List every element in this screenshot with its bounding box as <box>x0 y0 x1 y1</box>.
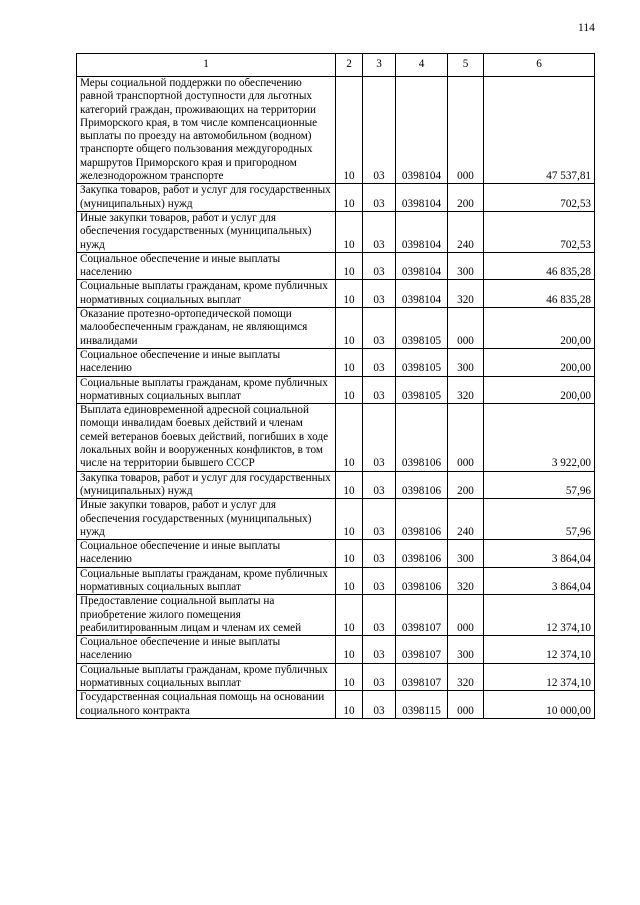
row-section-code: 10 <box>336 348 363 376</box>
row-amount: 10 000,00 <box>484 691 595 719</box>
table-row <box>77 636 595 664</box>
row-target-article-code: 0398105 <box>396 376 448 404</box>
row-section-code: 10 <box>336 691 363 719</box>
row-expense-type-code: 320 <box>448 567 484 595</box>
row-subsection-code: 03 <box>363 252 396 280</box>
row-section-code: 10 <box>336 184 363 212</box>
row-section-code: 10 <box>336 404 363 471</box>
row-description-text: Социальное обеспечение и иные выплаты населению <box>80 636 281 662</box>
row-amount: 3 922,00 <box>484 404 595 471</box>
row-expense-type-code: 320 <box>448 280 484 308</box>
row-expense-type-code: 200 <box>448 184 484 212</box>
table-row <box>77 540 595 568</box>
header-col-1: 1 <box>77 54 336 77</box>
row-amount: 200,00 <box>484 308 595 349</box>
row-amount: 702,53 <box>484 184 595 212</box>
row-expense-type-code: 300 <box>448 252 484 280</box>
row-description <box>77 540 336 568</box>
row-amount: 200,00 <box>484 376 595 404</box>
row-expense-type-code: 000 <box>448 595 484 636</box>
row-expense-type-code: 240 <box>448 211 484 252</box>
row-description <box>77 211 336 252</box>
row-description <box>77 280 336 308</box>
row-description <box>77 567 336 595</box>
row-expense-type-code: 200 <box>448 471 484 499</box>
row-description <box>77 376 336 404</box>
row-amount: 46 835,28 <box>484 252 595 280</box>
row-section-code: 10 <box>336 252 363 280</box>
row-section-code: 10 <box>336 595 363 636</box>
row-expense-type-code: 300 <box>448 348 484 376</box>
row-subsection-code: 03 <box>363 211 396 252</box>
row-description <box>77 404 336 471</box>
row-subsection-code: 03 <box>363 404 396 471</box>
row-section-code: 10 <box>336 663 363 691</box>
row-amount: 46 835,28 <box>484 280 595 308</box>
table-body <box>77 77 595 719</box>
row-amount: 12 374,10 <box>484 663 595 691</box>
table-row <box>77 184 595 212</box>
table-row <box>77 77 595 184</box>
table-row <box>77 211 595 252</box>
table-row <box>77 252 595 280</box>
row-amount: 3 864,04 <box>484 540 595 568</box>
row-target-article-code: 0398107 <box>396 636 448 664</box>
header-col-5: 5 <box>448 54 484 77</box>
row-description-text: Социальные выплаты гражданам, кроме публичных нормативных социальных выплат <box>80 567 328 593</box>
row-subsection-code: 03 <box>363 376 396 404</box>
header-col-3: 3 <box>363 54 396 77</box>
row-subsection-code: 03 <box>363 691 396 719</box>
row-target-article-code: 0398105 <box>396 348 448 376</box>
table-row <box>77 567 595 595</box>
row-subsection-code: 03 <box>363 636 396 664</box>
row-section-code: 10 <box>336 376 363 404</box>
row-amount: 200,00 <box>484 348 595 376</box>
row-description <box>77 348 336 376</box>
row-subsection-code: 03 <box>363 348 396 376</box>
row-expense-type-code: 240 <box>448 499 484 540</box>
header-col-4: 4 <box>396 54 448 77</box>
row-description-text: Социальное обеспечение и иные выплаты населению <box>80 348 281 375</box>
row-section-code: 10 <box>336 211 363 252</box>
row-description-text: Закупка товаров, работ и услуг для государственных (муниципальных) нужд <box>80 471 331 497</box>
row-description-text: Социальные выплаты гражданам, кроме публичных нормативных социальных выплат <box>80 663 328 690</box>
row-amount: 3 864,04 <box>484 567 595 595</box>
row-description-text: Выплата единовременной адресной социальной помощи инвалидам боевых действий и членам семей ветеранов боевых действий, погибших в ходе локальных войн и вооруженных конфликтов, в том числе на территории бывшего СССР <box>80 404 329 470</box>
row-section-code: 10 <box>336 308 363 349</box>
row-description <box>77 471 336 499</box>
row-amount: 57,96 <box>484 471 595 499</box>
row-description <box>77 499 336 540</box>
row-subsection-code: 03 <box>363 77 396 184</box>
row-subsection-code: 03 <box>363 540 396 568</box>
header-col-2: 2 <box>336 54 363 77</box>
row-description-text: Социальное обеспечение и иные выплаты населению <box>80 252 281 279</box>
table-row <box>77 471 595 499</box>
row-subsection-code: 03 <box>363 663 396 691</box>
row-target-article-code: 0398106 <box>396 404 448 471</box>
row-description <box>77 77 336 184</box>
row-description-text: Иные закупки товаров, работ и услуг для обеспечения государственных (муниципальных) нужд <box>80 211 312 251</box>
row-description-text: Оказание протезно-ортопедической помощи малообеспеченным гражданам, не являющимся инвалидами <box>80 308 308 347</box>
row-target-article-code: 0398104 <box>396 77 448 184</box>
row-subsection-code: 03 <box>363 567 396 595</box>
row-target-article-code: 0398106 <box>396 499 448 540</box>
row-description <box>77 252 336 280</box>
row-expense-type-code: 320 <box>448 376 484 404</box>
row-expense-type-code: 300 <box>448 636 484 664</box>
table-row <box>77 308 595 349</box>
row-description-text: Социальные выплаты гражданам, кроме публичных нормативных социальных выплат <box>80 280 328 306</box>
row-amount: 702,53 <box>484 211 595 252</box>
row-section-code: 10 <box>336 280 363 308</box>
row-section-code: 10 <box>336 471 363 499</box>
table-row <box>77 691 595 719</box>
row-section-code: 10 <box>336 77 363 184</box>
header-col-6: 6 <box>484 54 595 77</box>
row-expense-type-code: 000 <box>448 77 484 184</box>
table-row <box>77 404 595 471</box>
row-subsection-code: 03 <box>363 308 396 349</box>
row-subsection-code: 03 <box>363 499 396 540</box>
row-section-code: 10 <box>336 636 363 664</box>
row-amount: 12 374,10 <box>484 636 595 664</box>
page-number: 114 <box>578 22 595 34</box>
row-target-article-code: 0398115 <box>396 691 448 719</box>
row-section-code: 10 <box>336 567 363 595</box>
table-row <box>77 595 595 636</box>
row-subsection-code: 03 <box>363 595 396 636</box>
row-expense-type-code: 000 <box>448 308 484 349</box>
row-amount: 47 537,81 <box>484 77 595 184</box>
row-expense-type-code: 000 <box>448 691 484 719</box>
table-row <box>77 663 595 691</box>
row-description-text: Социальные выплаты гражданам, кроме публичных нормативных социальных выплат <box>80 376 328 402</box>
row-expense-type-code: 320 <box>448 663 484 691</box>
row-description <box>77 636 336 664</box>
row-target-article-code: 0398106 <box>396 567 448 595</box>
row-subsection-code: 03 <box>363 184 396 212</box>
row-description-text: Социальное обеспечение и иные выплаты населению <box>80 540 281 566</box>
row-amount: 57,96 <box>484 499 595 540</box>
row-description-text: Иные закупки товаров, работ и услуг для обеспечения государственных (муниципальных) нужд <box>80 499 312 538</box>
row-description-text: Государственная социальная помощь на основании социального контракта <box>80 691 325 717</box>
row-description-text: Предоставление социальной выплаты на приобретение жилого помещения реабилитированным лицам и членам их семей <box>80 595 302 634</box>
row-section-code: 10 <box>336 499 363 540</box>
row-section-code: 10 <box>336 540 363 568</box>
row-expense-type-code: 000 <box>448 404 484 471</box>
row-expense-type-code: 300 <box>448 540 484 568</box>
row-amount: 12 374,10 <box>484 595 595 636</box>
row-target-article-code: 0398105 <box>396 308 448 349</box>
row-subsection-code: 03 <box>363 280 396 308</box>
row-target-article-code: 0398104 <box>396 252 448 280</box>
row-target-article-code: 0398107 <box>396 663 448 691</box>
row-target-article-code: 0398106 <box>396 540 448 568</box>
row-description <box>77 184 336 212</box>
row-description <box>77 308 336 349</box>
row-target-article-code: 0398106 <box>396 471 448 499</box>
row-target-article-code: 0398104 <box>396 280 448 308</box>
table-row <box>77 376 595 404</box>
table-row <box>77 280 595 308</box>
row-description <box>77 691 336 719</box>
row-description <box>77 663 336 691</box>
row-subsection-code: 03 <box>363 471 396 499</box>
budget-table <box>76 53 595 719</box>
row-description <box>77 595 336 636</box>
row-description-text: Закупка товаров, работ и услуг для государственных (муниципальных) нужд <box>80 184 331 210</box>
table-row <box>77 348 595 376</box>
table-row <box>77 499 595 540</box>
row-target-article-code: 0398107 <box>396 595 448 636</box>
header-row <box>77 54 595 77</box>
row-target-article-code: 0398104 <box>396 184 448 212</box>
row-target-article-code: 0398104 <box>396 211 448 252</box>
row-description-text: Меры социальной поддержки по обеспечению равной транспортной доступности для льготных категорий граждан, проживающих на территории Приморского края, в том числе компенсационные выплаты по проезду на автомобильном (водном) транспорте общего пользования междугородных маршрутов Приморского края и пригородном железнодорожном транспорте <box>80 77 318 183</box>
